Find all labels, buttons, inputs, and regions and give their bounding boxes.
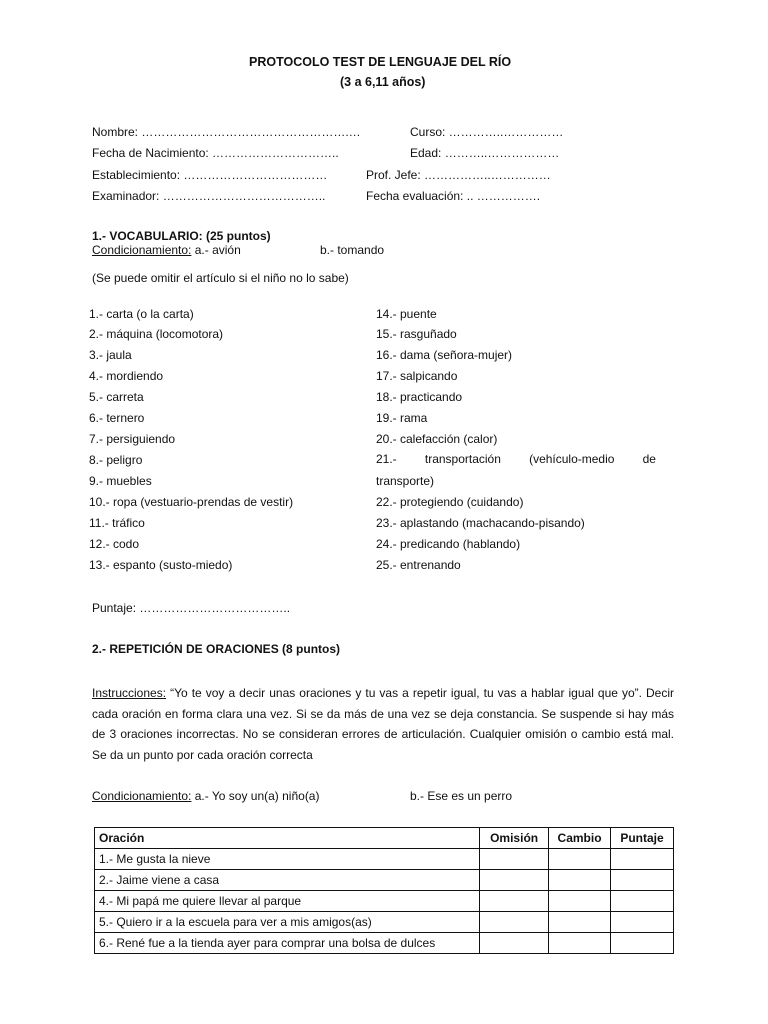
sentence-cell: 4.- Mi papá me quiere llevar al parque bbox=[95, 891, 480, 912]
vocab-item: 3.- jaula bbox=[89, 348, 132, 362]
puntaje-cell[interactable] bbox=[611, 933, 674, 954]
table-header-row bbox=[95, 828, 674, 849]
curso-field: Curso: …………..…………… bbox=[410, 125, 564, 139]
table-row bbox=[95, 891, 674, 912]
vocab-item: 12.- codo bbox=[89, 537, 140, 551]
cambio-cell[interactable] bbox=[549, 870, 611, 891]
vocab-item: 2.- máquina (locomotora) bbox=[89, 327, 224, 341]
vocab-item: 22.- protegiendo (cuidando) bbox=[376, 495, 524, 509]
column-header-puntaje: Puntaje bbox=[611, 828, 674, 849]
sentence-cell: 2.- Jaime viene a casa bbox=[95, 870, 480, 891]
puntaje-cell[interactable] bbox=[611, 849, 674, 870]
nombre-field: Nombre: …………………………………………….… bbox=[92, 125, 361, 139]
conditioning-a: a.- Yo soy un(a) niño(a) bbox=[191, 789, 320, 803]
conditioning-b: b.- Ese es un perro bbox=[410, 789, 513, 803]
vocab-item: 6.- ternero bbox=[89, 411, 145, 425]
table-row bbox=[95, 933, 674, 954]
vocab-item: 18.- practicando bbox=[376, 390, 463, 404]
document-title: PROTOCOLO TEST DE LENGUAJE DEL RÍO bbox=[249, 55, 512, 69]
repeticion-conditioning bbox=[92, 789, 319, 803]
instructions-label: Instrucciones: bbox=[92, 686, 167, 700]
vocab-item: 9.- muebles bbox=[89, 474, 152, 488]
vocab-item: 8.- peligro bbox=[89, 453, 143, 467]
vocabulario-note: (Se puede omitir el artículo si el niño no lo sabe) bbox=[92, 271, 349, 285]
column-header-oracion: Oración bbox=[95, 828, 480, 849]
vocab-item-21-continued: transporte) bbox=[376, 474, 435, 488]
vocab-item: 5.- carreta bbox=[89, 390, 144, 404]
fecha-nacimiento-field: Fecha de Nacimiento: ………………………….. bbox=[92, 146, 339, 160]
vocab-item: 16.- dama (señora-mujer) bbox=[376, 348, 513, 362]
column-header-cambio: Cambio bbox=[549, 828, 611, 849]
conditioning-a: a.- avión bbox=[191, 243, 241, 257]
cambio-cell[interactable] bbox=[549, 912, 611, 933]
vocab-item: 13.- espanto (susto-miedo) bbox=[89, 558, 233, 572]
document-subtitle: (3 a 6,11 años) bbox=[340, 75, 426, 89]
repeticion-heading: 2.- REPETICIÓN DE ORACIONES (8 puntos) bbox=[92, 642, 341, 656]
vocab-item: 24.- predicando (hablando) bbox=[376, 537, 521, 551]
column-header-omision: Omisión bbox=[480, 828, 549, 849]
table-row bbox=[95, 870, 674, 891]
vocab-item: 14.- puente bbox=[376, 307, 437, 321]
omision-cell[interactable] bbox=[480, 912, 549, 933]
table-row bbox=[95, 849, 674, 870]
vocab-item-21 bbox=[376, 452, 656, 466]
omision-cell[interactable] bbox=[480, 849, 549, 870]
vocab-item: 19.- rama bbox=[376, 411, 428, 425]
fecha-evaluacion-field: Fecha evaluación: .. ……………. bbox=[366, 189, 541, 203]
examinador-field: Examinador: ………………………………….. bbox=[92, 189, 326, 203]
establecimiento-field: Establecimiento: ……………………………… bbox=[92, 168, 328, 182]
omision-cell[interactable] bbox=[480, 870, 549, 891]
vocab-item: 17.- salpicando bbox=[376, 369, 458, 383]
omision-cell[interactable] bbox=[480, 891, 549, 912]
cambio-cell[interactable] bbox=[549, 891, 611, 912]
vocab-item: 20.- calefacción (calor) bbox=[376, 432, 498, 446]
vocab-item: 4.- mordiendo bbox=[89, 369, 164, 383]
vocab-item: 7.- persiguiendo bbox=[89, 432, 176, 446]
cambio-cell[interactable] bbox=[549, 933, 611, 954]
item21-word: de bbox=[642, 452, 656, 466]
sentence-cell: 5.- Quiero ir a la escuela para ver a mis amigos(as) bbox=[95, 912, 480, 933]
conditioning-label: Condicionamiento: bbox=[92, 243, 192, 257]
edad-field: Edad: ………..……………… bbox=[410, 146, 560, 160]
sentence-cell: 6.- René fue a la tienda ayer para comprar una bolsa de dulces bbox=[95, 933, 480, 954]
table-row bbox=[95, 912, 674, 933]
vocab-item: 25.- entrenando bbox=[376, 558, 461, 572]
sentence-cell: 1.- Me gusta la nieve bbox=[95, 849, 480, 870]
item21-word: (vehículo-medio bbox=[529, 452, 615, 466]
omision-cell[interactable] bbox=[480, 933, 549, 954]
instructions-text: “Yo te voy a decir unas oraciones y tu vas a repetir igual, tu vas a hablar igual que yo”. Decir cada oración en forma clara una vez. Si se da más de una vez se deja constancia. Se suspende si hay más de 3 oraciones incorrectas. No se consideran errores de articulación. Cualquier omisión o cambio está mal. Se da un punto por cada oración correcta bbox=[92, 686, 674, 762]
item21-word: transportación bbox=[424, 452, 501, 466]
vocab-item: 1.- carta (o la carta) bbox=[89, 307, 194, 321]
conditioning-label: Condicionamiento: bbox=[92, 789, 192, 803]
vocab-item: 11.- tráfico bbox=[89, 516, 145, 530]
conditioning-b: b.- tomando bbox=[320, 243, 385, 257]
puntaje-cell[interactable] bbox=[611, 870, 674, 891]
vocab-item: 23.- aplastando (machacando-pisando) bbox=[376, 516, 585, 530]
vocab-item: 10.- ropa (vestuario-prendas de vestir) bbox=[89, 495, 294, 509]
vocabulario-heading: 1.- VOCABULARIO: (25 puntos) bbox=[92, 229, 271, 243]
item21-word: 21.- bbox=[376, 452, 397, 466]
prof-jefe-field: Prof. Jefe: ……………..…………… bbox=[366, 168, 551, 182]
vocab-item: 15.- rasguñado bbox=[376, 327, 457, 341]
oraciones-table bbox=[94, 827, 674, 954]
puntaje-cell[interactable] bbox=[611, 891, 674, 912]
repeticion-instructions bbox=[92, 683, 674, 765]
vocabulario-conditioning bbox=[92, 243, 241, 257]
puntaje-cell[interactable] bbox=[611, 912, 674, 933]
vocabulario-puntaje: Puntaje: ……………………………….. bbox=[92, 601, 291, 615]
cambio-cell[interactable] bbox=[549, 849, 611, 870]
